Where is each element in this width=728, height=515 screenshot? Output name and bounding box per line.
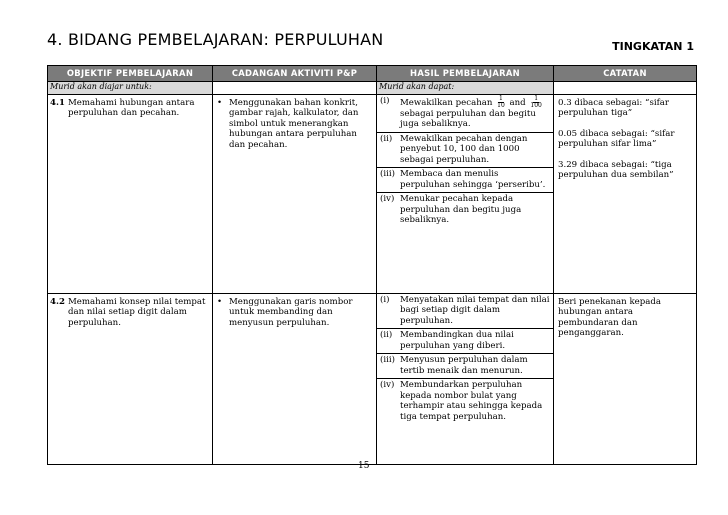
syllabus-table <box>47 65 697 465</box>
outcome-text: and <box>509 98 526 108</box>
outcome-text: Menukar pecahan kepada perpuluhan dan begitu juga sebaliknya. <box>400 194 522 226</box>
subheader-row <box>48 82 697 95</box>
subheader-objective: Murid akan diajar untuk: <box>48 82 213 95</box>
fraction: $\frac{1}{100}$ <box>530 95 542 109</box>
header-row <box>48 66 697 82</box>
page-title: 4. BIDANG PEMBELAJARAN: PERPULUHAN <box>47 30 384 49</box>
outcome-item <box>377 294 553 329</box>
outcome-number: (ii) <box>380 330 393 341</box>
outcome-item <box>377 379 553 424</box>
activity-cell <box>213 294 377 465</box>
outcome-text: Membundarkan perpuluhan kepada nombor bulat yang terhampir atau sehingga kepada tiga tempat perpuluhan. <box>400 380 543 422</box>
outcome-text: Membandingkan dua nilai perpuluhan yang diberi. <box>400 330 514 351</box>
objective-cell <box>48 294 213 465</box>
outcome-item <box>377 95 553 133</box>
table-row <box>48 95 697 294</box>
outcome-item <box>377 193 553 227</box>
outcome-number: (iii) <box>380 355 395 366</box>
note-text: Beri penekanan kepada hubungan antara pembundaran dan penganggaran. <box>558 297 661 339</box>
table-row <box>48 294 697 465</box>
bullet-icon: • <box>217 98 223 108</box>
col-header-notes: CATATAN <box>554 66 697 82</box>
outcome-item <box>377 354 553 379</box>
page-number: 15 <box>358 461 370 471</box>
outcome-text: Mewakilkan pecahan dengan penyebut 10, 100 dan 1000 sebagai perpuluhan. <box>400 133 528 165</box>
notes-cell <box>554 294 697 465</box>
note-text: 0.05 dibaca sebagai: “sifar perpuluhan sifar lima” <box>558 128 675 150</box>
objective-text: Memahami hubungan antara perpuluhan dan pecahan. <box>68 98 195 119</box>
outcome-cell <box>377 294 554 465</box>
outcome-number: (iv) <box>380 194 395 205</box>
note-text: 3.29 dibaca sebagai: “tiga perpuluhan dua sembilan” <box>558 159 674 181</box>
fraction: $\frac{1}{10}$ <box>497 95 505 109</box>
activity-text: Menggunakan bahan konkrit, gambar rajah, kalkulator, dan simbol untuk menerangkan hubungan antara perpuluhan dan pecahan. <box>229 98 359 150</box>
subheader-activity <box>213 82 377 95</box>
col-header-activity: CADANGAN AKTIVITI P&P <box>213 66 377 82</box>
outcome-number: (i) <box>380 96 390 106</box>
bullet-icon: • <box>217 297 223 307</box>
outcome-text: Membaca dan menulis perpuluhan sehingga ‘perseribu’. <box>400 169 546 190</box>
outcome-text: Mewakilkan pecahan <box>400 98 493 108</box>
objective-number: 4.2 <box>50 297 65 307</box>
subheader-notes <box>554 82 697 95</box>
objective-number: 4.1 <box>50 98 65 108</box>
col-header-outcome: HASIL PEMBELAJARAN <box>377 66 554 82</box>
objective-cell <box>48 95 213 294</box>
notes-cell <box>554 95 697 294</box>
note-text: 0.3 dibaca sebagai: “sifar perpuluhan tiga” <box>558 98 670 119</box>
activity-cell <box>213 95 377 294</box>
level-label: TINGKATAN 1 <box>612 40 694 53</box>
subheader-outcome: Murid akan dapat: <box>377 82 554 95</box>
outcome-text: Menyatakan nilai tempat dan nilai bagi setiap digit dalam perpuluhan. <box>400 295 550 326</box>
outcome-cell <box>377 95 554 294</box>
outcome-item <box>377 133 553 168</box>
outcome-number: (i) <box>380 295 390 305</box>
outcome-number: (iii) <box>380 169 395 180</box>
col-header-objective: OBJEKTIF PEMBELAJARAN <box>48 66 213 82</box>
outcome-text: sebagai perpuluhan dan begitu juga sebaliknya. <box>400 109 536 130</box>
outcome-item <box>377 168 553 193</box>
outcome-text: Menyusun perpuluhan dalam tertib menaik dan menurun. <box>400 355 528 376</box>
objective-text: Memahami konsep nilai tempat dan nilai setiap digit dalam perpuluhan. <box>68 297 206 328</box>
activity-text: Menggunakan garis nombor untuk membanding dan menyusun perpuluhan. <box>229 297 353 328</box>
outcome-item <box>377 329 553 354</box>
outcome-number: (ii) <box>380 133 393 144</box>
outcome-number: (iv) <box>380 380 395 391</box>
